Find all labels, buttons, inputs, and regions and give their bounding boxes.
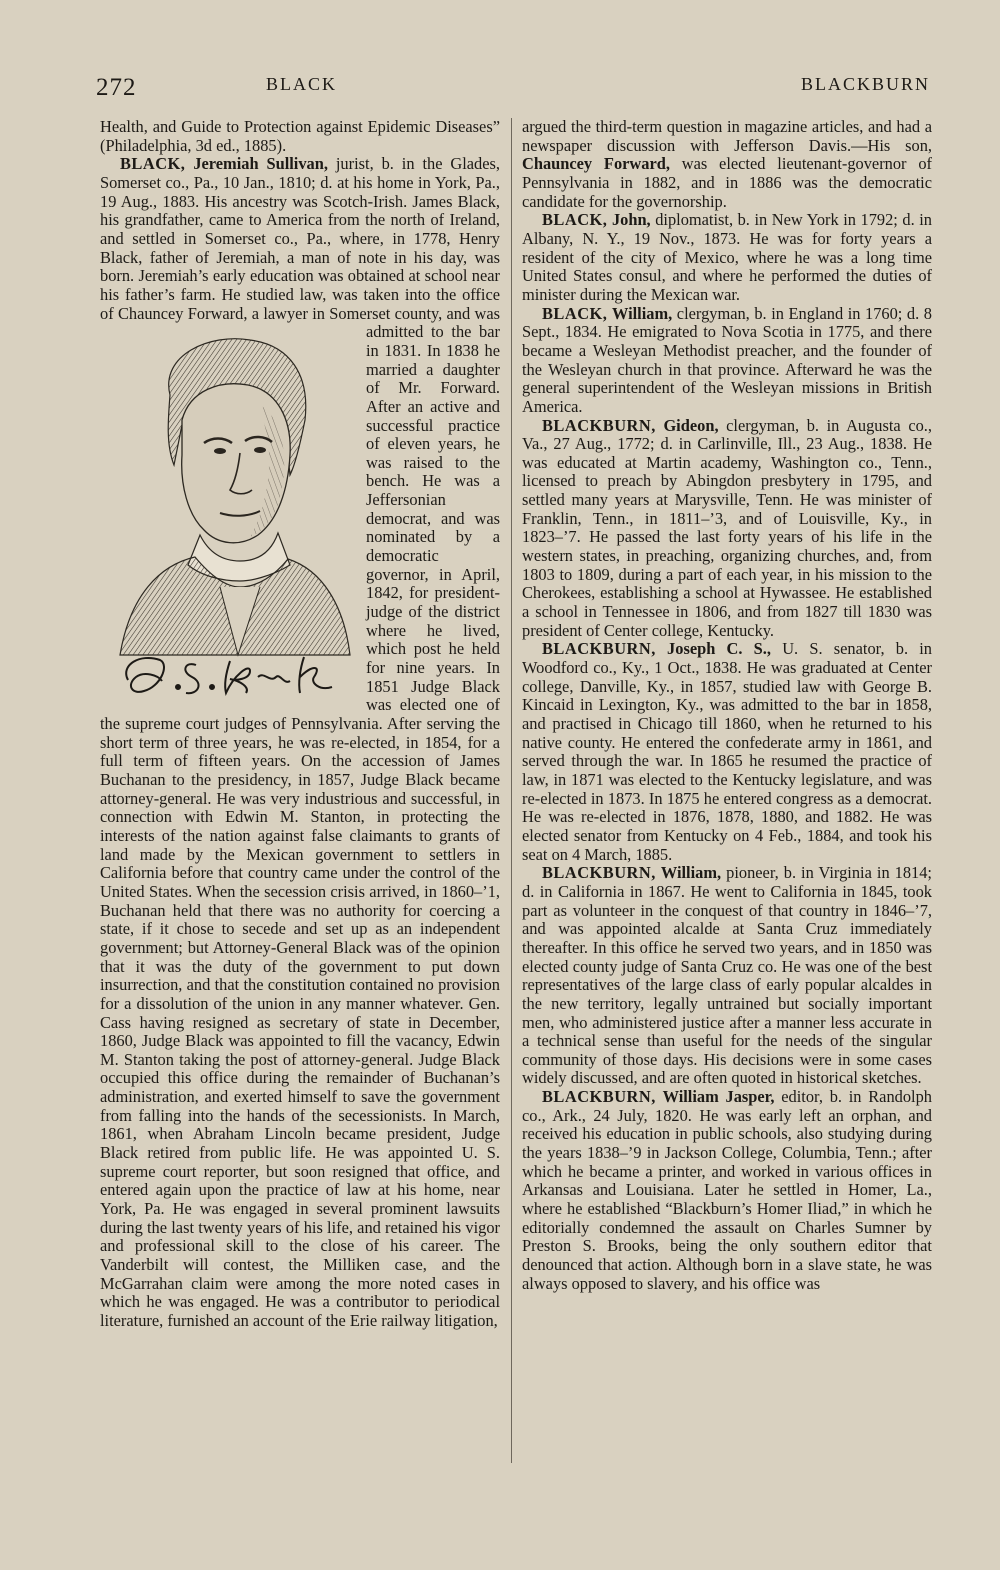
entry-surname: BLACK, bbox=[542, 303, 608, 323]
entry-text: pioneer, b. in Virginia in 1814; d. in California in 1867. He went to California in 1845, took part as volunteer in the conquest of that country in 1846–’7, and was appointed alcalde at Santa Cruz immediately thereafter. In this office he served two years, and in 1850 was elected county judge of Santa Cruz co. He was one of the best representatives of the large class of early popular alcaldes in the new territory, legally untrained but socially important men, who administered justice after a manner less accurate in a technical sense than useful for the needs of the singular community of those days. His decisions were in some cases widely discussed, and are often quoted in historical sketches. bbox=[522, 863, 932, 1088]
entry-surname: BLACKBURN, bbox=[542, 415, 656, 435]
running-head-left: BLACK bbox=[266, 74, 338, 94]
entry-text: editor, b. in Randolph co., Ark., 24 July, 1820. He was early left an orphan, and received his education in public schools, also studying during the years 1838–’9 in Jackson College, Columbia, Tenn.; after which he became a printer, and worked in various offices in Arkansas and Louisiana. Later he settled in Homer, La., where he established “Blackburn’s Homer Iliad,” in which he editorially condemned the assault on Charles Sumner by Preston S. Brooks, being the only southern editor that denounced that action. Although born in a slave state, he was always opposed to slavery, and his office was bbox=[522, 1087, 932, 1293]
entry-blackburn-william bbox=[522, 864, 932, 1088]
entry-surname: BLACKBURN, bbox=[542, 1087, 656, 1107]
entry-text: U. S. senator, b. in Woodford co., Ky., 1 Oct., 1838. He was graduated at Center college, Danville, Ky., in 1857, studied law with George B. Kincaid in Lexington, Ky., was admitted to the bar in 1858, and practised in Chicago till 1860, when he returned to his native county. He entered the confederate army in 1861, and served through the war. In 1865 he resumed the practice of law, in 1871 was elected to the Kentucky legislature, and was re-elected in 1873. In 1875 he entered congress as a democrat. He was re-elected in 1876, 1878, 1880, and 1882. He was elected senator from Kentucky on 4 Feb., 1884, and took his seat on 4 March, 1885. bbox=[522, 639, 933, 864]
portrait-figure bbox=[100, 325, 358, 705]
entry-given-name: John, bbox=[611, 210, 651, 230]
entry-text: clergyman, b. in England in 1760; d. 8 Sept., 1834. He emigrated to Nova Scotia in 1775, and there became a Wesleyan Methodist preacher, and the founder of the Wesleyan church in that province. Afterward he was the general superintendent of the Wesleyan missions in British America. bbox=[522, 303, 932, 416]
entry-given-name: William, bbox=[611, 303, 673, 323]
entry-given-name: Gideon, bbox=[663, 415, 719, 435]
entry-blackburn-william-jasper bbox=[522, 1088, 932, 1293]
signature bbox=[126, 657, 332, 693]
page-header bbox=[96, 68, 930, 108]
left-column bbox=[100, 118, 500, 1331]
entry-surname: BLACKBURN, bbox=[542, 639, 656, 659]
entry-continuation: Health, and Guide to Protection against Epidemic Diseases” (Philadelphia, 3d ed., 1885). bbox=[100, 117, 500, 155]
entry-black-john bbox=[522, 211, 932, 304]
entry-given-name: Joseph C. S., bbox=[667, 639, 771, 659]
entry-blackburn-gideon bbox=[522, 417, 932, 641]
entry-chauncey-forward: Chauncey Forward, bbox=[522, 154, 670, 174]
entry-given-name: Jeremiah Sullivan, bbox=[193, 154, 328, 174]
portrait-engraving bbox=[100, 325, 358, 705]
entry-text: clergyman, b. in Augusta co., Va., 27 Aug., 1772; d. in Carlinville, Ill., 23 Aug., 1838. He was educated at Martin academy, Washington co., Tenn., licensed to preach by Abingdon presbytery in 1795, and settled many years at Marysville, Tenn. He was minister of Franklin, Tenn., in 1811–’3, and of Louisville, Ky., in 1823–’7. He passed the last forty years of his life in the western states, in preaching, organizing churches, and, from 1803 to 1809, during a part of each year, in his mission to the Cherokees, establishing a school at Hywassee. He established a school in Tennessee in 1806, and from 1827 till 1830 was president of Center college, Kentucky. bbox=[522, 415, 932, 640]
entry-surname: BLACK, bbox=[120, 154, 186, 174]
page-number: 272 bbox=[96, 74, 137, 101]
entry-continuation: argued the third-term question in magazine articles, and had a newspaper discussion with Jefferson Davis.—His son, Chauncey Forward, was elected lieutenant-governor of Pennsylvania in 1882, and in 1886 was the democratic candidate for the governorship. bbox=[522, 117, 932, 211]
entry-text: diplomatist, b. in New York in 1792; d. in Albany, N. Y., 19 Nov., 1873. He was for forty years a resident of the city of Mexico, where he was a long time United States consul, and where he performed the duties of minister during the Mexican war. bbox=[522, 210, 932, 304]
column-divider bbox=[511, 118, 512, 1463]
entry-surname: BLACK, bbox=[542, 210, 608, 230]
right-column bbox=[522, 118, 932, 1293]
entry-given-name: William Jasper, bbox=[662, 1087, 775, 1107]
entry-blackburn-joseph bbox=[522, 640, 932, 864]
entry-text-intro: jurist, b. in the Glades, Somerset co., Pa., 10 Jan., 1810; d. at his home in York, Pa., 19 Aug., 1883. His ancestry was Scotch-Irish. James Black, his grandfather, came to America from the north of Ireland, and settled in Somerset co., Pa., where, in 1778, Henry Black, father of Jeremiah, a man of note in his day, was born. Jeremiah’s early education was obtained at school near his father’s farm. He studied law, was taken into the office of Chauncey Forward, a lawyer in Somerset county, and was admitted to the bar in 1831. In 1838 he married a daughter of Mr. Forward. After an active and successful practice of eleven years, he was raised to the bench. He was a Jeffersonian democrat, and was nominated by a democratic governor, in April, 1842, for president-judge of the district where he lived, which post he held for nine years. In 1851 Judge Black was elected one of the supreme court judges of Pennsylvania. After serving the short term of three years, he was re-elected, in 1854, for a full term of fifteen years. On the accession of James Buchanan to the presidency, in 1857, Judge Black became attorney-general. He was very industrious and successful, in connection with Edwin M. Stanton, in protecting the interests of the nation against false claimants to grants of land made by the Mexican government to settlers in California before that country came under the control of the United States. When the secession crisis arrived, in 1860–’1, Buchanan held that there was no authority for coercing a state, if it chose to secede and set up as an independent government; but Attorney-General Black was of the opinion that it was the duty of the government to put down insurrection, and that the constitution contained no provision for a dissolution of the union in any manner whatever. Gen. Cass having resigned as secretary of state in December, 1860, Judge Black was appointed to fill the vacancy, Edwin M. Stanton taking the post of attorney-general. Judge Black occupied this office during the remainder of Buchanan’s administration, and exerted himself to save the government from falling into the hands of the secessionists. In March, 1861, when Abraham Lincoln became president, Judge Black retired from public life. He was appointed U. S. supreme court reporter, but soon resigned that office, and entered again upon the practice of law at his home, near York, Pa. He was engaged in several prominent lawsuits during the last twenty years of his life, and retained his vigor and professional skill to the close of his career. The Vanderbilt will contest, the Milliken case, and the McGarrahan claim were among the more noted cases in which he was engaged. He was a contributor to periodical literature, furnished an account of the Erie railway litigation, bbox=[100, 154, 500, 1330]
entry-given-name: William, bbox=[660, 863, 722, 883]
running-head-right: BLACKBURN bbox=[800, 74, 930, 94]
entry-surname: BLACKBURN, bbox=[542, 863, 656, 883]
entry-black-william bbox=[522, 305, 932, 417]
